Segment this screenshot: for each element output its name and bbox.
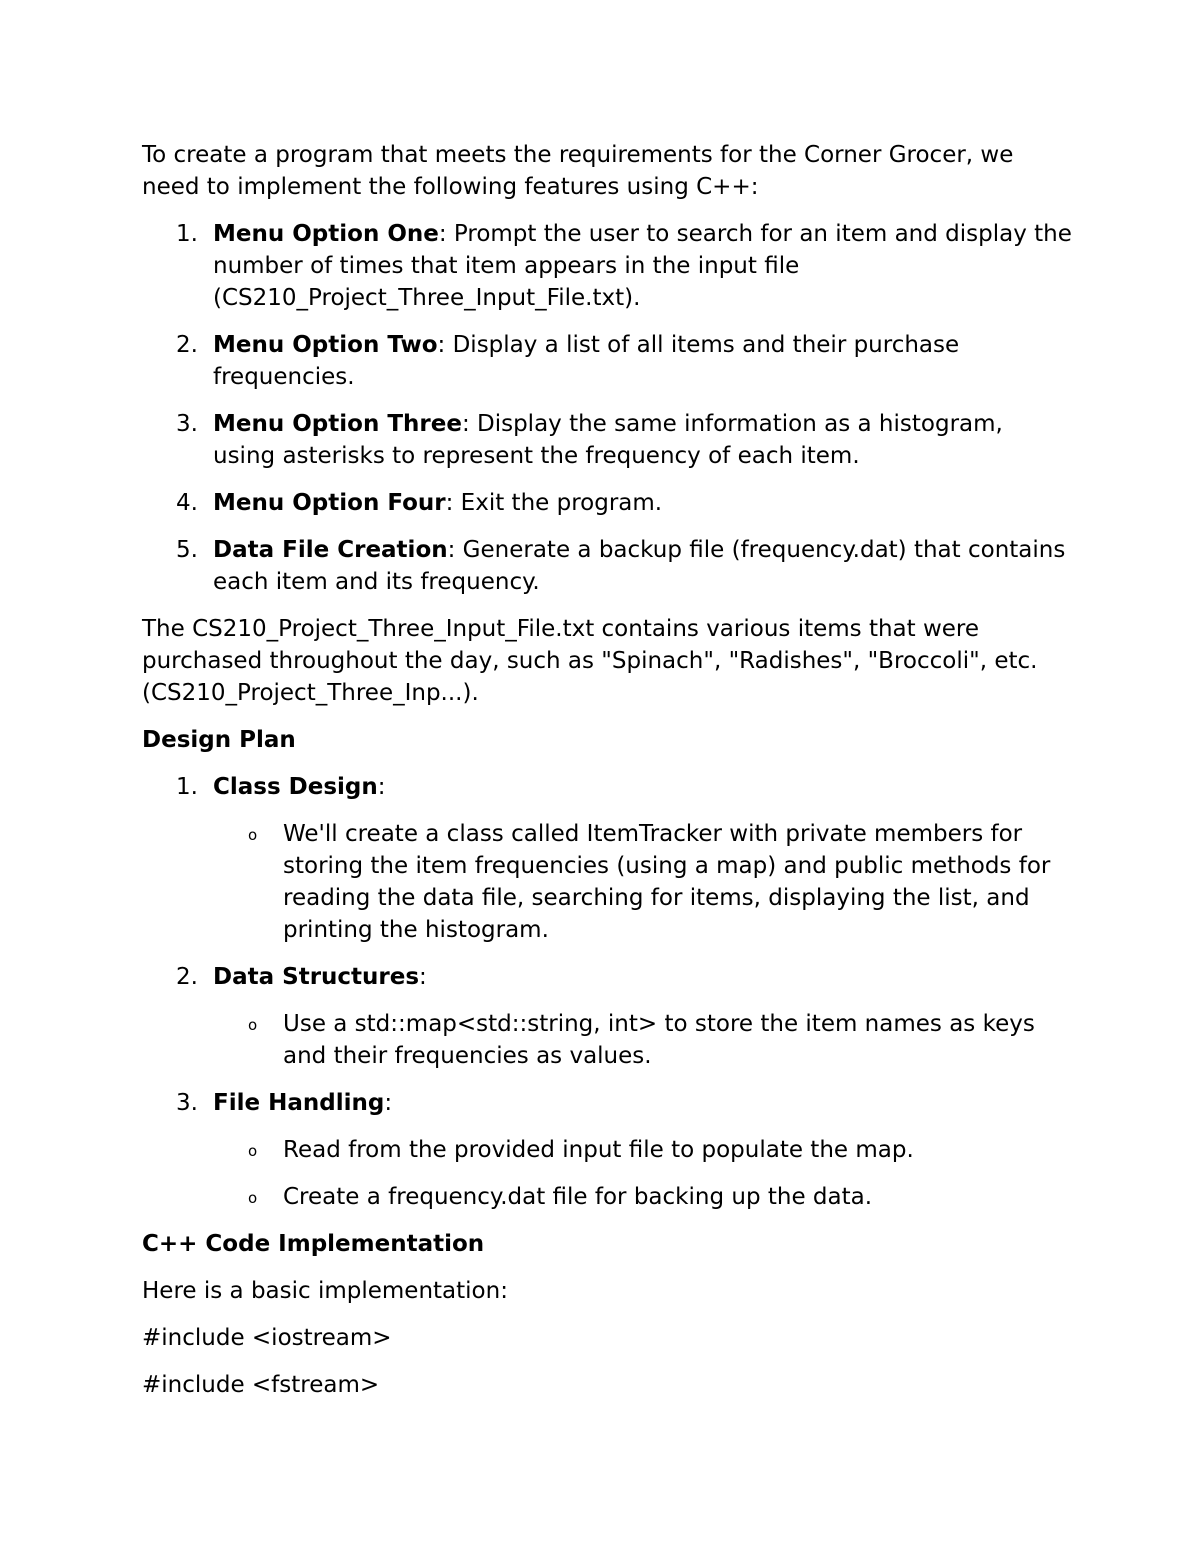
design-sub-list bbox=[213, 818, 1072, 946]
feature-number: 4. bbox=[176, 490, 198, 516]
design-label-suffix: : bbox=[384, 1090, 393, 1116]
bullet-icon: o bbox=[248, 1189, 258, 1207]
features-list bbox=[142, 218, 1072, 598]
feature-text: : Generate a backup file (frequency.dat) that contains each item and its frequency. bbox=[213, 537, 1066, 595]
design-label: File Handling bbox=[213, 1090, 385, 1116]
design-plan-heading: Design Plan bbox=[142, 727, 296, 753]
feature-number: 5. bbox=[176, 537, 198, 563]
intro-line-2: need to implement the following features using C++: bbox=[142, 174, 759, 200]
design-number: 3. bbox=[176, 1090, 198, 1116]
feature-label: Data File Creation bbox=[213, 537, 448, 563]
feature-label: Menu Option Two bbox=[213, 332, 438, 358]
feature-text: : Exit the program. bbox=[445, 490, 663, 516]
design-plan-list bbox=[142, 771, 1072, 1213]
bullet-icon: o bbox=[248, 826, 258, 844]
design-label: Class Design bbox=[213, 774, 378, 800]
feature-number: 2. bbox=[176, 332, 198, 358]
design-sub-text: Create a frequency.dat file for backing up the data. bbox=[283, 1184, 873, 1210]
design-sub-item bbox=[213, 1134, 1072, 1166]
design-item bbox=[142, 1087, 1072, 1213]
design-sub-text: Use a std::map<std::string, int> to store the item names as keys and their frequencies as values. bbox=[283, 1011, 1035, 1069]
design-number: 1. bbox=[176, 774, 198, 800]
design-sub-item bbox=[213, 818, 1072, 946]
intro-paragraph bbox=[142, 139, 1072, 203]
code-implementation-heading: C++ Code Implementation bbox=[142, 1231, 485, 1257]
document-page bbox=[142, 139, 1072, 1416]
feature-item bbox=[142, 218, 1072, 314]
design-label-suffix: : bbox=[377, 774, 386, 800]
feature-label: Menu Option Four bbox=[213, 490, 446, 516]
input-file-line-1: The CS210_Project_Three_Input_File.txt contains various items that were bbox=[142, 616, 980, 642]
design-sub-list bbox=[213, 1008, 1072, 1072]
feature-number: 3. bbox=[176, 411, 198, 437]
feature-label: Menu Option Three bbox=[213, 411, 462, 437]
code-line: #include <fstream> bbox=[142, 1372, 380, 1398]
feature-text: : Display the same information as a histogram, using asterisks to represent the frequency of each item. bbox=[213, 411, 1003, 469]
design-label-suffix: : bbox=[419, 964, 427, 990]
feature-item bbox=[142, 487, 1072, 519]
input-file-line-3: (CS210_Project_Three_Inp...). bbox=[142, 680, 479, 706]
design-item bbox=[142, 771, 1072, 946]
design-sub-item bbox=[213, 1181, 1072, 1213]
feature-item bbox=[142, 329, 1072, 393]
intro-line-1: To create a program that meets the requirements for the Corner Grocer, we bbox=[142, 142, 1014, 168]
code-line: #include <iostream> bbox=[142, 1325, 392, 1351]
design-sub-text: We'll create a class called ItemTracker with private members for storing the item frequencies (using a map) and public methods for reading the data file, searching for items, displaying the list, and printing the histogram. bbox=[283, 821, 1051, 943]
feature-text: : Prompt the user to search for an item and display the number of times that item appears in the input file (CS210_Project_Three_Input_File.txt). bbox=[213, 221, 1072, 311]
bullet-icon: o bbox=[248, 1142, 258, 1160]
input-file-paragraph bbox=[142, 613, 1072, 709]
feature-label: Menu Option One bbox=[213, 221, 439, 247]
code-intro: Here is a basic implementation: bbox=[142, 1278, 508, 1304]
feature-number: 1. bbox=[176, 221, 198, 247]
feature-item bbox=[142, 534, 1072, 598]
bullet-icon: o bbox=[248, 1016, 258, 1034]
design-label: Data Structures bbox=[213, 964, 420, 990]
design-item bbox=[142, 961, 1072, 1072]
design-number: 2. bbox=[176, 964, 198, 990]
design-sub-text: Read from the provided input file to populate the map. bbox=[283, 1137, 914, 1163]
input-file-line-2: purchased throughout the day, such as "Spinach", "Radishes", "Broccoli", etc. bbox=[142, 648, 1038, 674]
design-sub-item bbox=[213, 1008, 1072, 1072]
feature-text: : Display a list of all items and their purchase frequencies. bbox=[213, 332, 960, 390]
feature-item bbox=[142, 408, 1072, 472]
design-sub-list bbox=[213, 1134, 1072, 1213]
